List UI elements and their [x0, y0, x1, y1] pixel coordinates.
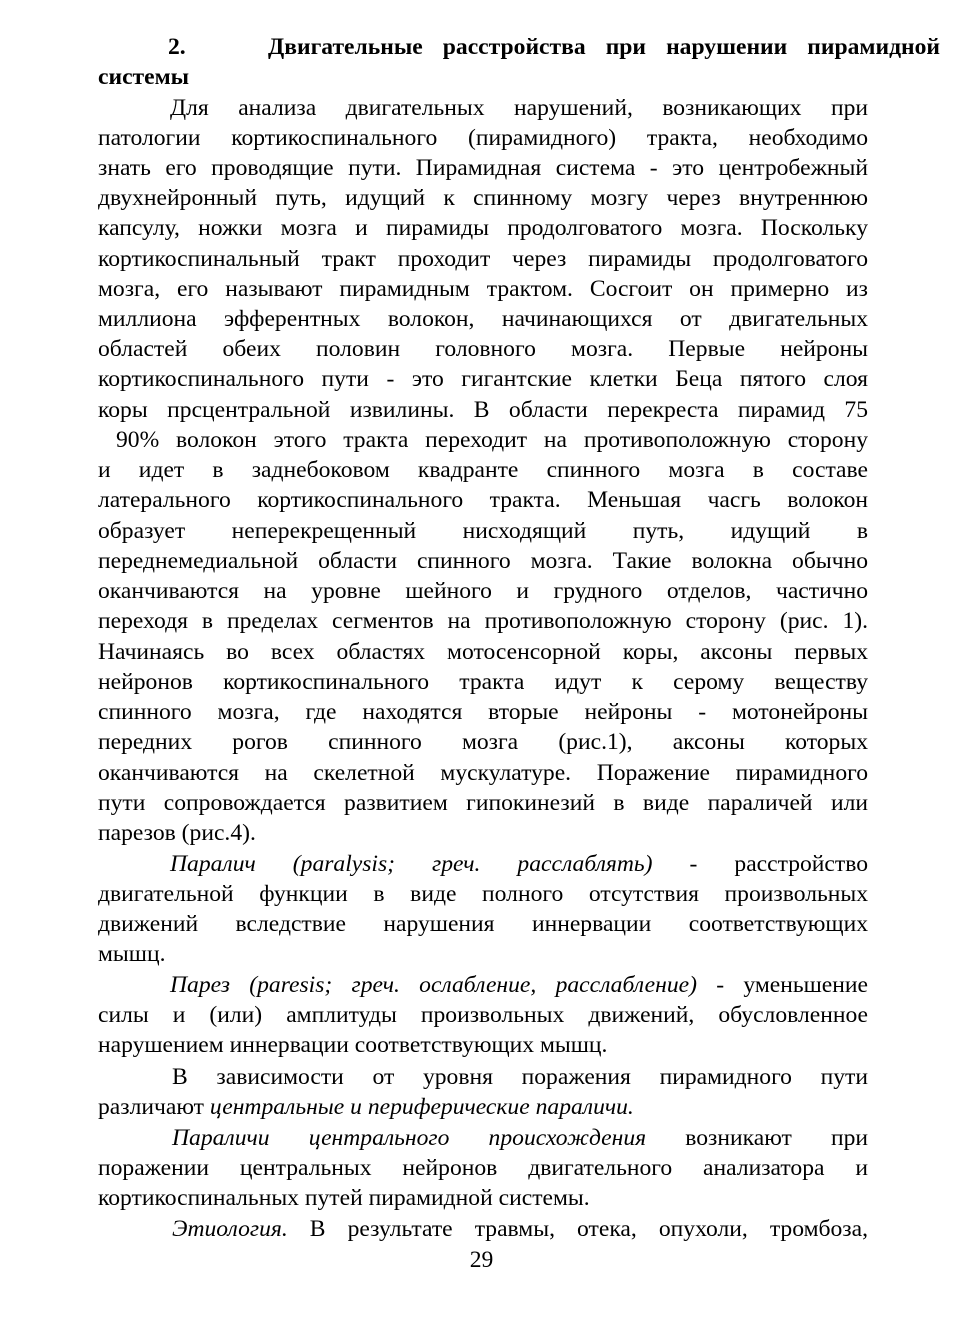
- paragraph-line: коры прсцентральной извилины. В области перекреста пирамид 75: [98, 397, 868, 423]
- paragraph-line: передних рогов спинного мозга (рис.1), аксоны которых: [98, 729, 868, 755]
- paragraph-line: кортикоспинальных путей пирамидной системы.: [98, 1185, 590, 1211]
- paragraph-line: двухнейронный путь, идущий к спинному мозгу через внутреннюю: [98, 185, 868, 211]
- paragraph-line: двигательной функции в виде полного отсутствия произвольных: [98, 881, 868, 907]
- paragraph-line: мозга, его называют пирамидным трактом. Сосгоит он примерно из: [98, 276, 868, 302]
- paragraph-line: пути сопровождается развитием гипокинезий в виде параличей или: [98, 790, 868, 816]
- paragraph-line: движений вследствие нарушения иннервации соответствующих: [98, 911, 868, 937]
- paragraph-line: образует неперекрещенный нисходящий путь, идущий в: [98, 518, 868, 544]
- paresis-line1: Парез (paresis; греч. ослабление, расслабление) - уменьшение: [170, 972, 869, 998]
- page-number: 29: [469, 1247, 494, 1273]
- paragraph-line: 90% волокон этого тракта переходит на противоположную сторону: [116, 427, 868, 453]
- paragraph-line: парезов (рис.4).: [98, 820, 256, 846]
- paragraph-line: поражении центральных нейронов двигательного анализатора и: [98, 1155, 868, 1181]
- paragraph-line: кортикоспинальный тракт проходит через пирамиды продолговатого: [98, 246, 868, 272]
- section-title-line2: системы: [98, 64, 190, 90]
- paragraph-line: знать его проводящие пути. Пирамидная система - это центробежный: [98, 155, 868, 181]
- paragraph-line: переднемедиальной области спинного мозга. Такие волокна обычно: [98, 548, 868, 574]
- paragraph-line: В зависимости от уровня поражения пирамидного пути: [172, 1064, 868, 1090]
- paragraph-line: областей обеих половин головного мозга. Первые нейроны: [98, 336, 868, 362]
- paragraph-line: силы и (или) амплитуды произвольных движений, обусловленное: [98, 1002, 868, 1028]
- paragraph-line: оканчиваются на уровне шейного и грудного отделов, частично: [98, 578, 868, 604]
- paragraph-line: оканчиваются на скелетной мускулатуре. Поражение пирамидного: [98, 760, 868, 786]
- paragraph-line: нарушением иннервации соответствующих мышц.: [98, 1032, 608, 1058]
- central-line1: Параличи центрального происхождения возникают при: [172, 1125, 868, 1151]
- etiology-line: Этиология. В результате травмы, отека, опухоли, тромбоза,: [172, 1216, 868, 1242]
- paragraph-line: латерального кортикоспинального тракта. Меньшая часгь волокон: [98, 487, 868, 513]
- paragraph-line: и идет в заднебоковом квадранте спинного мозга в составе: [98, 457, 868, 483]
- dependence-line2: различают центральные и периферические параличи.: [98, 1094, 634, 1120]
- paragraph-line: миллиона эфферентных волокон, начинающихся от двигательных: [98, 306, 868, 332]
- paragraph-line: спинного мозга, где находятся вторые нейроны - мотонейроны: [98, 699, 868, 725]
- etiology-term: Этиология.: [172, 1216, 288, 1242]
- paragraph-line: капсулу, ножки мозга и пирамиды продолговатого мозга. Поскольку: [98, 215, 868, 241]
- paragraph-line: мышц.: [98, 941, 166, 967]
- section-number: 2.: [168, 34, 186, 60]
- section-title-line1: Двигательные расстройства при нарушении пирамидной: [268, 34, 940, 60]
- paragraph-line: переходя в пределах сегментов на противоположную сторону (рис. 1).: [98, 608, 868, 634]
- paragraph-line: кортикоспинального пути - это гигантские клетки Беца пятого слоя: [98, 366, 868, 392]
- paralysis-term: Паралич (paralysis; греч. расслаблять): [170, 851, 653, 877]
- section-heading: [98, 32, 940, 62]
- central-paralysis-term: Параличи центрального происхождения: [172, 1125, 647, 1151]
- paragraph-line: патологии кортикоспинального (пирамидного) тракта, необходимо: [98, 125, 868, 151]
- paragraph-line: Начинаясь во всех областях мотосенсорной коры, аксоны первых: [98, 639, 868, 665]
- paragraph-line: Для анализа двигательных нарушений, возникающих при: [170, 95, 868, 121]
- paragraph-line: нейронов кортикоспинального тракта идут к серому веществу: [98, 669, 868, 695]
- paralysis-line1: Паралич (paralysis; греч. расслаблять) - расстройство: [170, 851, 868, 877]
- paralysis-types-term: центральные и периферические параличи.: [209, 1094, 634, 1120]
- paresis-term: Парез (paresis; греч. ослабление, расслабление): [170, 972, 697, 998]
